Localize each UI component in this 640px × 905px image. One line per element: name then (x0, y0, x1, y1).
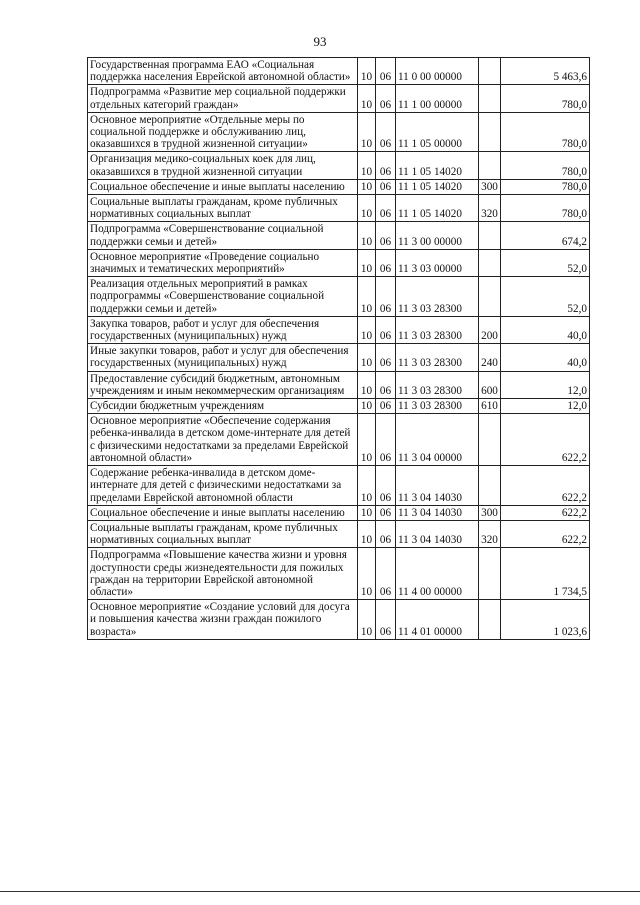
table-row (88, 112, 590, 152)
row-target-code: 11 1 00 00000 (396, 85, 479, 112)
row-expense-type: 600 (479, 371, 501, 398)
row-expense-type (479, 414, 501, 466)
row-expense-type (479, 249, 501, 276)
row-subsection: 06 (376, 399, 396, 414)
row-name: Социальные выплаты гражданам, кроме публичных нормативных социальных выплат (88, 520, 358, 547)
row-section: 10 (358, 316, 376, 343)
row-amount: 622,2 (501, 466, 590, 506)
page-bottom-rule (0, 891, 640, 892)
row-name: Основное мероприятие «Проведение социально значимых и тематических мероприятий» (88, 249, 358, 276)
row-expense-type: 300 (479, 505, 501, 520)
row-section: 10 (358, 112, 376, 152)
row-name: Социальные выплаты гражданам, кроме публичных нормативных социальных выплат (88, 195, 358, 222)
table-row (88, 520, 590, 547)
table-row (88, 179, 590, 194)
row-expense-type: 610 (479, 399, 501, 414)
row-name: Подпрограмма «Развитие мер социальной поддержки отдельных категорий граждан» (88, 85, 358, 112)
budget-table-body (88, 58, 590, 640)
row-amount: 52,0 (501, 249, 590, 276)
row-section: 10 (358, 548, 376, 600)
row-amount: 780,0 (501, 152, 590, 179)
row-target-code: 11 3 04 14030 (396, 466, 479, 506)
row-subsection: 06 (376, 466, 396, 506)
row-expense-type: 320 (479, 520, 501, 547)
row-target-code: 11 0 00 00000 (396, 58, 479, 85)
row-name: Организация медико-социальных коек для лиц, оказавшихся в трудной жизненной ситуации (88, 152, 358, 179)
row-target-code: 11 3 04 00000 (396, 414, 479, 466)
row-expense-type (479, 85, 501, 112)
row-section: 10 (358, 152, 376, 179)
row-subsection: 06 (376, 520, 396, 547)
row-subsection: 06 (376, 85, 396, 112)
row-name: Субсидии бюджетным учреждениям (88, 399, 358, 414)
table-row (88, 399, 590, 414)
row-subsection: 06 (376, 600, 396, 640)
row-subsection: 06 (376, 505, 396, 520)
row-amount: 780,0 (501, 85, 590, 112)
row-name: Социальное обеспечение и иные выплаты населению (88, 505, 358, 520)
row-name: Реализация отдельных мероприятий в рамках подпрограммы «Совершенствование социальной поддержки семьи и детей» (88, 277, 358, 317)
table-row (88, 152, 590, 179)
table-row (88, 344, 590, 371)
row-amount: 780,0 (501, 195, 590, 222)
row-section: 10 (358, 520, 376, 547)
table-row (88, 505, 590, 520)
row-expense-type (479, 600, 501, 640)
row-target-code: 11 1 05 14020 (396, 179, 479, 194)
row-subsection: 06 (376, 316, 396, 343)
row-section: 10 (358, 399, 376, 414)
row-amount: 780,0 (501, 112, 590, 152)
row-expense-type (479, 58, 501, 85)
row-section: 10 (358, 466, 376, 506)
row-name: Основное мероприятие «Создание условий для досуга и повышения качества жизни граждан пожилого возраста» (88, 600, 358, 640)
row-target-code: 11 3 00 00000 (396, 222, 479, 249)
row-expense-type (479, 152, 501, 179)
row-target-code: 11 4 01 00000 (396, 600, 479, 640)
table-row (88, 548, 590, 600)
row-target-code: 11 3 03 00000 (396, 249, 479, 276)
row-section: 10 (358, 85, 376, 112)
row-amount: 622,2 (501, 505, 590, 520)
row-target-code: 11 1 05 00000 (396, 112, 479, 152)
row-amount: 622,2 (501, 414, 590, 466)
row-section: 10 (358, 505, 376, 520)
row-amount: 1 734,5 (501, 548, 590, 600)
table-row (88, 195, 590, 222)
row-subsection: 06 (376, 112, 396, 152)
row-section: 10 (358, 344, 376, 371)
row-expense-type (479, 548, 501, 600)
row-amount: 12,0 (501, 399, 590, 414)
row-amount: 674,2 (501, 222, 590, 249)
row-target-code: 11 3 03 28300 (396, 277, 479, 317)
row-subsection: 06 (376, 414, 396, 466)
row-target-code: 11 3 03 28300 (396, 371, 479, 398)
row-target-code: 11 3 03 28300 (396, 399, 479, 414)
row-amount: 5 463,6 (501, 58, 590, 85)
row-subsection: 06 (376, 548, 396, 600)
row-subsection: 06 (376, 222, 396, 249)
row-name: Основное мероприятие «Обеспечение содержания ребенка-инвалида в детском доме-интернате для детей с физическими недостатками за пределами Еврейской автономной области» (88, 414, 358, 466)
table-row (88, 466, 590, 506)
row-expense-type (479, 277, 501, 317)
row-target-code: 11 1 05 14020 (396, 152, 479, 179)
row-amount: 40,0 (501, 316, 590, 343)
table-row (88, 277, 590, 317)
row-amount: 40,0 (501, 344, 590, 371)
row-target-code: 11 3 04 14030 (396, 505, 479, 520)
row-name: Государственная программа ЕАО «Социальная поддержка населения Еврейской автономной области» (88, 58, 358, 85)
row-expense-type: 320 (479, 195, 501, 222)
budget-table (87, 57, 590, 640)
row-target-code: 11 4 00 00000 (396, 548, 479, 600)
table-row (88, 85, 590, 112)
row-amount: 52,0 (501, 277, 590, 317)
row-target-code: 11 3 03 28300 (396, 316, 479, 343)
row-section: 10 (358, 179, 376, 194)
row-name: Подпрограмма «Повышение качества жизни и уровня доступности среды жизнедеятельности для пожилых граждан на территории Еврейской автономной области» (88, 548, 358, 600)
row-expense-type (479, 466, 501, 506)
row-name: Предоставление субсидий бюджетным, автономным учреждениям и иным некоммерческим организациям (88, 371, 358, 398)
row-subsection: 06 (376, 277, 396, 317)
row-name: Содержание ребенка-инвалида в детском доме-интернате для детей с физическими недостатками за пределами Еврейской автономной области (88, 466, 358, 506)
row-section: 10 (358, 277, 376, 317)
row-target-code: 11 1 05 14020 (396, 195, 479, 222)
row-subsection: 06 (376, 58, 396, 85)
row-section: 10 (358, 371, 376, 398)
row-subsection: 06 (376, 195, 396, 222)
table-row (88, 600, 590, 640)
table-row (88, 222, 590, 249)
row-section: 10 (358, 600, 376, 640)
row-name: Основное мероприятие «Отдельные меры по социальной поддержке и обслуживанию лиц, оказавшихся в трудной жизненной ситуации» (88, 112, 358, 152)
page-number: 93 (313, 34, 327, 49)
row-target-code: 11 3 03 28300 (396, 344, 479, 371)
row-subsection: 06 (376, 371, 396, 398)
row-subsection: 06 (376, 344, 396, 371)
row-name: Иные закупки товаров, работ и услуг для обеспечения государственных (муниципальных) нужд (88, 344, 358, 371)
row-name: Закупка товаров, работ и услуг для обеспечения государственных (муниципальных) нужд (88, 316, 358, 343)
row-expense-type (479, 222, 501, 249)
row-subsection: 06 (376, 249, 396, 276)
table-row (88, 58, 590, 85)
row-amount: 1 023,6 (501, 600, 590, 640)
table-row (88, 371, 590, 398)
row-section: 10 (358, 249, 376, 276)
table-row (88, 249, 590, 276)
row-name: Социальное обеспечение и иные выплаты населению (88, 179, 358, 194)
row-amount: 780,0 (501, 179, 590, 194)
row-amount: 12,0 (501, 371, 590, 398)
row-subsection: 06 (376, 152, 396, 179)
row-section: 10 (358, 222, 376, 249)
row-section: 10 (358, 58, 376, 85)
row-expense-type: 200 (479, 316, 501, 343)
row-name: Подпрограмма «Совершенствование социальной поддержки семьи и детей» (88, 222, 358, 249)
table-row (88, 316, 590, 343)
row-section: 10 (358, 195, 376, 222)
row-section: 10 (358, 414, 376, 466)
table-row (88, 414, 590, 466)
row-expense-type: 300 (479, 179, 501, 194)
row-amount: 622,2 (501, 520, 590, 547)
row-expense-type: 240 (479, 344, 501, 371)
row-target-code: 11 3 04 14030 (396, 520, 479, 547)
row-expense-type (479, 112, 501, 152)
row-subsection: 06 (376, 179, 396, 194)
